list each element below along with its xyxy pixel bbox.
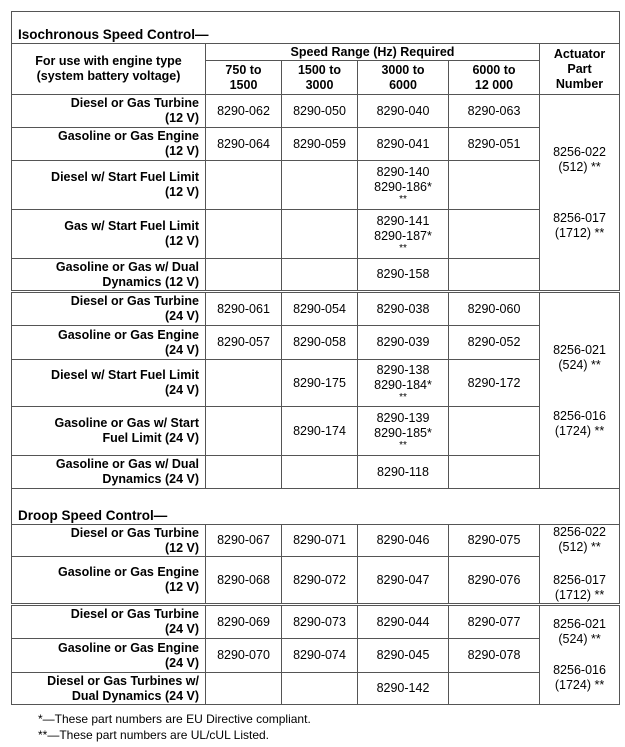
- engine-type-cell: Gas w/ Start Fuel Limit (12 V): [12, 210, 206, 259]
- part-number-cell: 8290-058: [282, 326, 358, 360]
- table-row: [12, 326, 620, 360]
- engine-type-cell: Gasoline or Gas w/ Start Fuel Limit (24 V): [12, 407, 206, 456]
- table-row: [12, 525, 620, 557]
- part-number-cell: 8290-077: [449, 605, 540, 639]
- part-number-cell: 8290-050: [282, 95, 358, 128]
- part-number-cell: 8290-046: [358, 525, 449, 557]
- iso-section-title: Isochronous Speed Control—: [12, 12, 620, 44]
- speed-col-1500-3000: 1500 to 3000: [282, 61, 358, 95]
- part-number-cell: 8290-052: [449, 326, 540, 360]
- engine-type-cell: Diesel w/ Start Fuel Limit (12 V): [12, 161, 206, 210]
- engine-type-cell: Gasoline or Gas w/ Dual Dynamics (24 V): [12, 456, 206, 489]
- engine-type-cell: Gasoline or Gas Engine (24 V): [12, 639, 206, 673]
- table-row: [12, 128, 620, 161]
- actuator-part-number-table: [11, 11, 620, 705]
- engine-type-cell: Diesel w/ Start Fuel Limit (24 V): [12, 360, 206, 407]
- part-number-cell: 8290-067: [206, 525, 282, 557]
- part-number-cell: [282, 210, 358, 259]
- table-row: [12, 210, 620, 259]
- part-number-cell: 8290-071: [282, 525, 358, 557]
- part-number-cell: [449, 161, 540, 210]
- engine-type-cell: Diesel or Gas Turbine (12 V): [12, 525, 206, 557]
- table-row: [12, 673, 620, 705]
- engine-type-header: For use with engine type (system battery voltage): [12, 44, 206, 95]
- part-number-cell: 8290-062: [206, 95, 282, 128]
- part-number-cell: 8290-070: [206, 639, 282, 673]
- engine-type-cell: Gasoline or Gas Engine (12 V): [12, 557, 206, 605]
- part-number-cell: [206, 259, 282, 292]
- table-row: [12, 95, 620, 128]
- part-number-cell: 8290-041: [358, 128, 449, 161]
- part-number-cell: 8290-139 8290-185* **: [358, 407, 449, 456]
- actuator-header: Actuator Part Number: [540, 44, 620, 95]
- part-number-cell: 8290-075: [449, 525, 540, 557]
- table-row: [12, 456, 620, 489]
- part-number-cell: [282, 673, 358, 705]
- part-number-cell: 8290-047: [358, 557, 449, 605]
- footnote-ul-listed: **—These part numbers are UL/cUL Listed.: [38, 728, 269, 742]
- part-number-cell: [282, 456, 358, 489]
- part-number-cell: 8290-045: [358, 639, 449, 673]
- table-row: [12, 605, 620, 639]
- part-number-cell: 8290-044: [358, 605, 449, 639]
- part-number-cell: [449, 673, 540, 705]
- part-number-cell: 8290-061: [206, 292, 282, 326]
- part-number-cell: [206, 407, 282, 456]
- table-row: [12, 161, 620, 210]
- table-row: [12, 292, 620, 326]
- part-number-cell: 8290-054: [282, 292, 358, 326]
- part-number-cell: [449, 407, 540, 456]
- part-number-cell: [449, 259, 540, 292]
- part-number-cell: 8290-174: [282, 407, 358, 456]
- part-number-cell: 8290-074: [282, 639, 358, 673]
- part-number-cell: 8290-064: [206, 128, 282, 161]
- actuator-cell: 8256-022 (512) ** 8256-017 (1712) **: [540, 525, 620, 605]
- part-number-cell: [206, 360, 282, 407]
- speed-col-6000-12000: 6000 to 12 000: [449, 61, 540, 95]
- iso-section-row: [12, 12, 620, 44]
- part-number-cell: [449, 210, 540, 259]
- part-number-cell: 8290-040: [358, 95, 449, 128]
- part-number-cell: [282, 161, 358, 210]
- footnotes: [38, 711, 311, 743]
- part-number-cell: 8290-175: [282, 360, 358, 407]
- table-row: [12, 557, 620, 605]
- engine-type-cell: Diesel or Gas Turbine (24 V): [12, 292, 206, 326]
- part-number-cell: 8290-118: [358, 456, 449, 489]
- engine-type-cell: Gasoline or Gas Engine (24 V): [12, 326, 206, 360]
- part-number-cell: 8290-039: [358, 326, 449, 360]
- part-number-cell: 8290-078: [449, 639, 540, 673]
- part-number-cell: 8290-063: [449, 95, 540, 128]
- part-number-cell: [282, 259, 358, 292]
- part-number-cell: 8290-038: [358, 292, 449, 326]
- part-number-cell: [206, 161, 282, 210]
- part-number-cell: [206, 210, 282, 259]
- header-row-1: [12, 44, 620, 61]
- engine-type-cell: Gasoline or Gas w/ Dual Dynamics (12 V): [12, 259, 206, 292]
- table-row: [12, 639, 620, 673]
- part-number-cell: 8290-073: [282, 605, 358, 639]
- engine-type-cell: Diesel or Gas Turbine (12 V): [12, 95, 206, 128]
- part-number-cell: [206, 456, 282, 489]
- actuator-cell: 8256-021 (524) ** 8256-016 (1724) **: [540, 605, 620, 705]
- part-number-cell: 8290-057: [206, 326, 282, 360]
- engine-type-cell: Diesel or Gas Turbine (24 V): [12, 605, 206, 639]
- footnote-eu-compliant: *—These part numbers are EU Directive compliant.: [38, 712, 311, 726]
- part-number-cell: 8290-051: [449, 128, 540, 161]
- part-number-cell: 8290-172: [449, 360, 540, 407]
- engine-type-cell: Gasoline or Gas Engine (12 V): [12, 128, 206, 161]
- part-number-cell: 8290-068: [206, 557, 282, 605]
- actuator-cell: 8256-022 (512) ** 8256-017 (1712) **: [540, 95, 620, 292]
- part-number-cell: 8290-059: [282, 128, 358, 161]
- engine-type-cell: Diesel or Gas Turbines w/ Dual Dynamics (24 V): [12, 673, 206, 705]
- part-number-cell: 8290-072: [282, 557, 358, 605]
- part-number-cell: 8290-076: [449, 557, 540, 605]
- part-number-cell: 8290-069: [206, 605, 282, 639]
- actuator-cell: 8256-021 (524) ** 8256-016 (1724) **: [540, 292, 620, 489]
- part-number-cell: 8290-140 8290-186* **: [358, 161, 449, 210]
- part-number-cell: [206, 673, 282, 705]
- part-number-cell: 8290-141 8290-187* **: [358, 210, 449, 259]
- speed-col-750-1500: 750 to 1500: [206, 61, 282, 95]
- part-number-cell: 8290-158: [358, 259, 449, 292]
- part-number-cell: [449, 456, 540, 489]
- speed-range-header: Speed Range (Hz) Required: [206, 44, 540, 61]
- table-row: [12, 360, 620, 407]
- speed-col-3000-6000: 3000 to 6000: [358, 61, 449, 95]
- table-row: [12, 259, 620, 292]
- part-number-cell: 8290-138 8290-184* **: [358, 360, 449, 407]
- droop-section-row: [12, 489, 620, 525]
- part-number-cell: 8290-142: [358, 673, 449, 705]
- table-row: [12, 407, 620, 456]
- droop-section-title: Droop Speed Control—: [12, 489, 620, 525]
- part-number-cell: 8290-060: [449, 292, 540, 326]
